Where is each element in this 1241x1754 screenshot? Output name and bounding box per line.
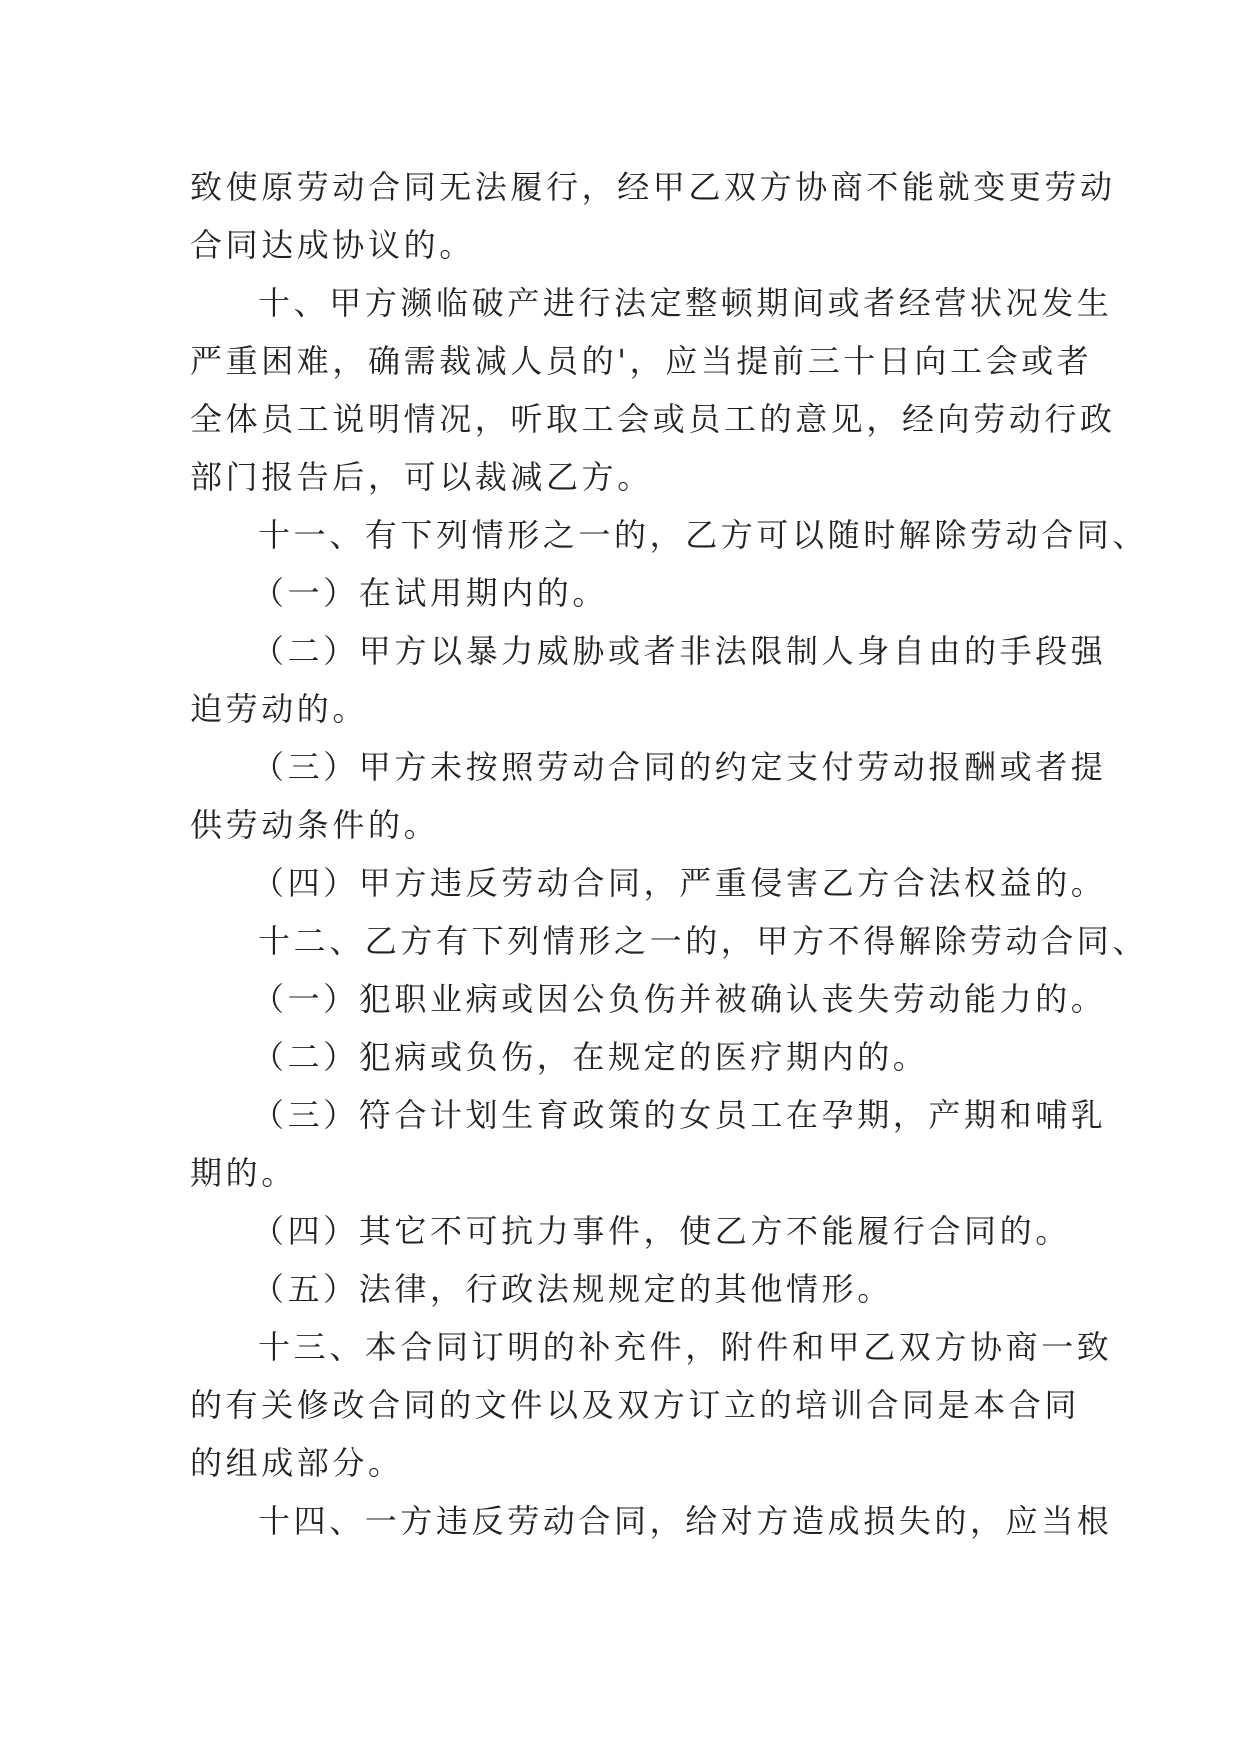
paragraph-line: （五）法律，行政法规规定的其他情形。	[252, 1270, 893, 1308]
paragraph-line: 严重困难，确需裁减人员的'，应当提前三十日向工会或者	[190, 342, 1093, 380]
paragraph-line: 十一、有下列情形之一的，乙方可以随时解除劳动合同、	[258, 516, 1149, 554]
paragraph-line: （三）符合计划生育政策的女员工在孕期，产期和哺乳	[252, 1096, 1107, 1134]
paragraph-line: （二）犯病或负伤，在规定的医疗期内的。	[252, 1038, 929, 1076]
paragraph-line: 的组成部分。	[190, 1444, 404, 1482]
paragraph-line: 供劳动条件的。	[190, 806, 440, 844]
paragraph-line: 合同达成协议的。	[190, 226, 475, 264]
paragraph-line: （三）甲方未按照劳动合同的约定支付劳动报酬或者提	[252, 748, 1107, 786]
paragraph-line: 十、甲方濒临破产进行法定整顿期间或者经营状况发生	[258, 284, 1113, 322]
paragraph-line: （四）甲方违反劳动合同，严重侵害乙方合法权益的。	[252, 864, 1107, 902]
paragraph-line: 致使原劳动合同无法履行，经甲乙双方协商不能就变更劳动	[190, 168, 1116, 206]
paragraph-line: 迫劳动的。	[190, 690, 369, 728]
paragraph-line: （一）在试用期内的。	[252, 574, 609, 612]
paragraph-line: （二）甲方以暴力威胁或者非法限制人身自由的手段强	[252, 632, 1107, 670]
document-body	[190, 158, 1149, 1550]
paragraph-line: （一）犯职业病或因公负伤并被确认丧失劳动能力的。	[252, 980, 1107, 1018]
paragraph-line: 十三、本合同订明的补充件，附件和甲乙双方协商一致	[258, 1328, 1113, 1366]
paragraph-line: 全体员工说明情况，听取工会或员工的意见，经向劳动行政	[190, 400, 1116, 438]
paragraph-line: 十四、一方违反劳动合同，给对方造成损失的，应当根	[258, 1502, 1113, 1540]
paragraph-line: 十二、乙方有下列情形之一的，甲方不得解除劳动合同、	[258, 922, 1149, 960]
paragraph-line: （四）其它不可抗力事件，使乙方不能履行合同的。	[252, 1212, 1071, 1250]
paragraph-line: 部门报告后，可以裁减乙方。	[190, 458, 653, 496]
paragraph-line: 期的。	[190, 1154, 297, 1192]
paragraph-line: 的有关修改合同的文件以及双方订立的培训合同是本合同	[190, 1386, 1081, 1424]
